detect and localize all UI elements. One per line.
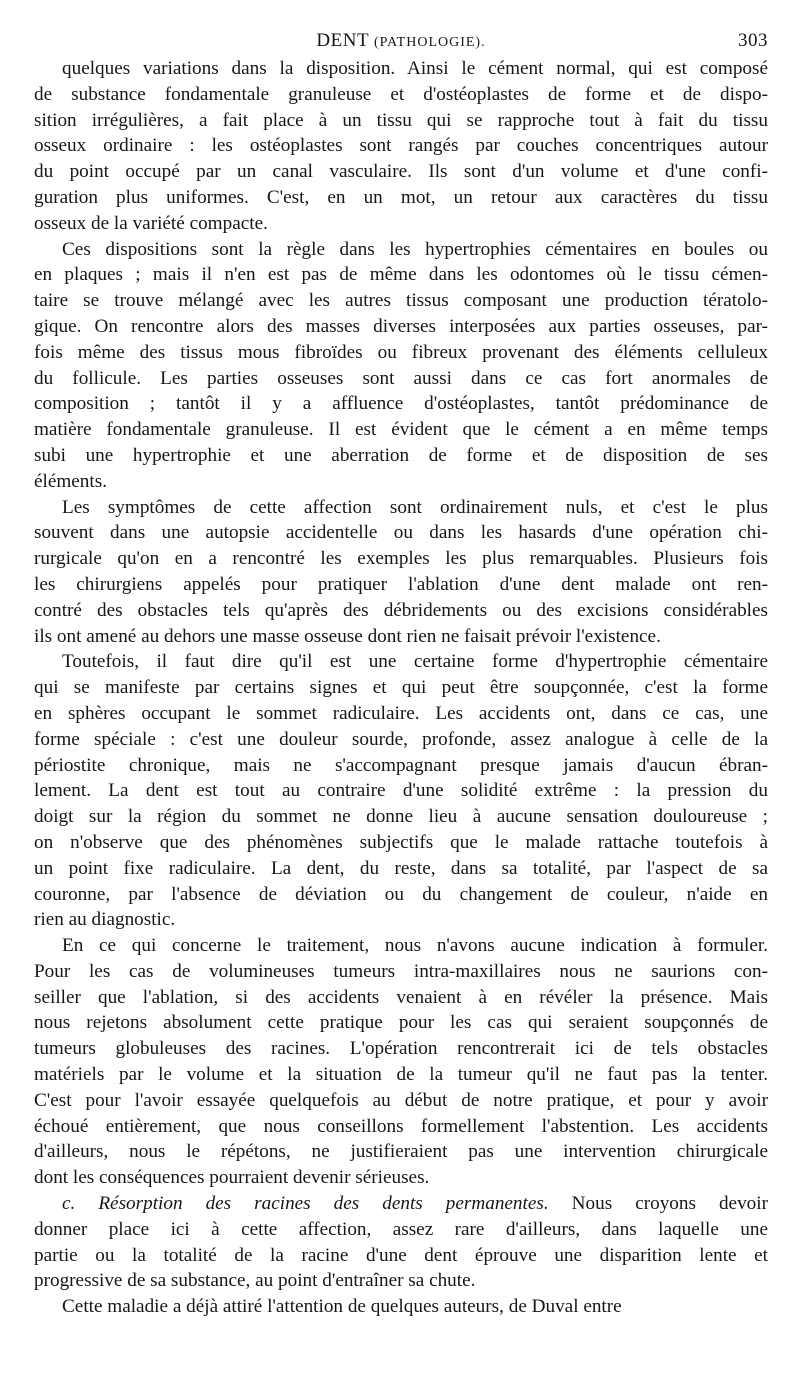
text-line: souvent dans une autopsie accidentelle ou dans les hasards d'une opération chi- [34, 522, 768, 544]
text-line: couronne, par l'absence de déviation ou du changement de couleur, n'aide en [34, 883, 768, 905]
text-line: Ces dispositions sont la règle dans les hypertrophies cémentaires en boules ou [62, 238, 768, 260]
text-line: du follicule. Les parties osseuses sont aussi dans ce cas fort anormales de [34, 367, 768, 389]
text-line: périostite chronique, mais ne s'accompagnant presque jamais d'aucun ébran- [34, 754, 768, 776]
paragraph [34, 933, 768, 1191]
text-line: quelques variations dans la disposition. Ainsi le cément normal, qui est composé [62, 58, 768, 79]
text-line: rurgicale qu'on en a rencontré les exemples les plus remarquables. Plusieurs fois [34, 548, 768, 570]
text-line: C'est pour l'avoir essayée quelquefois au début de notre pratique, et pour y avoir [34, 1089, 768, 1111]
text-line: en sphères occupant le sommet radiculaire. Les accidents ont, dans ce cas, une [34, 702, 768, 724]
page-number: 303 [738, 30, 768, 51]
text-line: contré des obstacles tels qu'après des débridements ou des excisions considérables [34, 599, 768, 621]
text-line-rest: Nous croyons devoir [548, 1193, 768, 1215]
text-line: d'ailleurs, nous le répétons, ne justifieraient pas une intervention chirurgicale [34, 1141, 768, 1163]
text-line: matériels par le volume et la situation de la tumeur qu'il ne faut pas la tenter. [34, 1064, 768, 1086]
text-line: forme spéciale : c'est une douleur sourde, profonde, assez analogue à celle de la [34, 728, 768, 750]
text-line: dont les conséquences pourraient devenir sérieuses. [34, 1167, 430, 1189]
text-line: Toutefois, il faut dire qu'il est une certaine forme d'hypertrophie cémentaire [62, 651, 768, 673]
text-line: rien au diagnostic. [34, 909, 176, 931]
text-line: éléments. [34, 470, 107, 492]
text-line: gique. On rencontre alors des masses diverses interposées aux parties osseuses, par- [34, 315, 768, 337]
text-line: ils ont amené au dehors une masse osseuse dont rien ne faisait prévoir l'existence. [34, 625, 661, 647]
paragraph [34, 649, 768, 933]
paragraph [34, 56, 768, 237]
text-line: partie ou la totalité de la racine d'une dent éprouve une disparition lente et [34, 1244, 768, 1266]
text-line: subi une hypertrophie et une aberration de forme et de disposition de ses [34, 444, 768, 466]
text-line: donner place ici à cette affection, assez rare d'ailleurs, dans laquelle une [34, 1218, 768, 1240]
text-line: nous rejetons absolument cette pratique pour les cas qui seraient soupçonnés de [34, 1012, 768, 1034]
text-line: les chirurgiens appelés pour pratiquer l'ablation d'une dent malade ont ren- [34, 573, 768, 595]
text-line: Cette maladie a déjà attiré l'attention de quelques auteurs, de Duval entre [62, 1296, 622, 1318]
text-line: en plaques ; mais il n'en est pas de même dans les odontomes où le tissu cémen- [34, 264, 768, 286]
body-text [34, 56, 768, 1320]
text-line: Pour les cas de volumineuses tumeurs intra-maxillaires nous ne saurions con- [34, 960, 768, 982]
text-line: taire se trouve mélangé avec les autres tissus composant une production tératolo- [34, 290, 768, 312]
text-line: on n'observe que des phénomènes subjectifs que le malade rattache toutefois à [34, 831, 768, 853]
text-line: osseux ordinaire : les ostéoplastes sont rangés par couches concentriques autour [34, 135, 768, 157]
text-line: qui se manifeste par certains signes et qui peut être soupçonnée, c'est la forme [34, 677, 768, 699]
text-line: fois même des tissus mous fibroïdes ou fibreux provenant des éléments celluleux [34, 341, 768, 363]
running-header [34, 24, 768, 56]
text-line: seiller que l'ablation, si des accidents venaient à en révéler la présence. Mais [34, 986, 768, 1008]
text-line: tumeurs globuleuses des racines. L'opération rencontrerait ici de tels obstacles [34, 1038, 768, 1060]
paragraph [34, 1191, 768, 1294]
text-line: matière fondamentale granuleuse. Il est évident que le cément a en même temps [34, 419, 768, 441]
text-line: En ce qui concerne le traitement, nous n'avons aucune indication à formuler. [62, 935, 768, 957]
text-line: Les symptômes de cette affection sont ordinairement nuls, et c'est le plus [62, 496, 768, 518]
paragraph [34, 1294, 768, 1320]
text-line: lement. La dent est tout au contraire d'une solidité extrême : la pression du [34, 780, 768, 802]
text-line: du point occupé par un canal vasculaire. Ils sont d'un volume et d'une confi- [34, 161, 768, 183]
running-title-section: (PATHOLOGIE). [373, 35, 486, 50]
text-line: échoué entièrement, que nous conseillons formellement l'abstention. Les accidents [34, 1115, 768, 1137]
text-line: un point fixe radiculaire. La dent, du reste, dans sa totalité, par l'aspect de sa [34, 857, 768, 879]
text-line: de substance fondamentale granuleuse et d'ostéoplastes de forme et de dispo- [34, 83, 768, 105]
text-line: sition irrégulières, a fait place à un tissu qui se rapproche tout à fait du tissu [34, 109, 768, 131]
document-page [34, 24, 768, 1320]
text-line: composition ; tantôt il y a affluence d'ostéoplastes, tantôt prédominance de [34, 393, 768, 415]
section-heading: c. Résorption des racines des dents permanentes. [62, 1193, 549, 1215]
running-title-main: DENT [316, 30, 369, 51]
running-title [34, 30, 768, 52]
paragraph [34, 495, 768, 650]
text-line: progressive de sa substance, au point d'entraîner sa chute. [34, 1270, 476, 1292]
text-line [34, 1191, 768, 1217]
text-line: guration plus uniformes. C'est, en un mot, un retour aux caractères du tissu [34, 186, 768, 208]
text-line: doigt sur la région du sommet ne donne lieu à aucune sensation douloureuse ; [34, 806, 768, 828]
paragraph [34, 237, 768, 495]
text-line: osseux de la variété compacte. [34, 212, 268, 234]
